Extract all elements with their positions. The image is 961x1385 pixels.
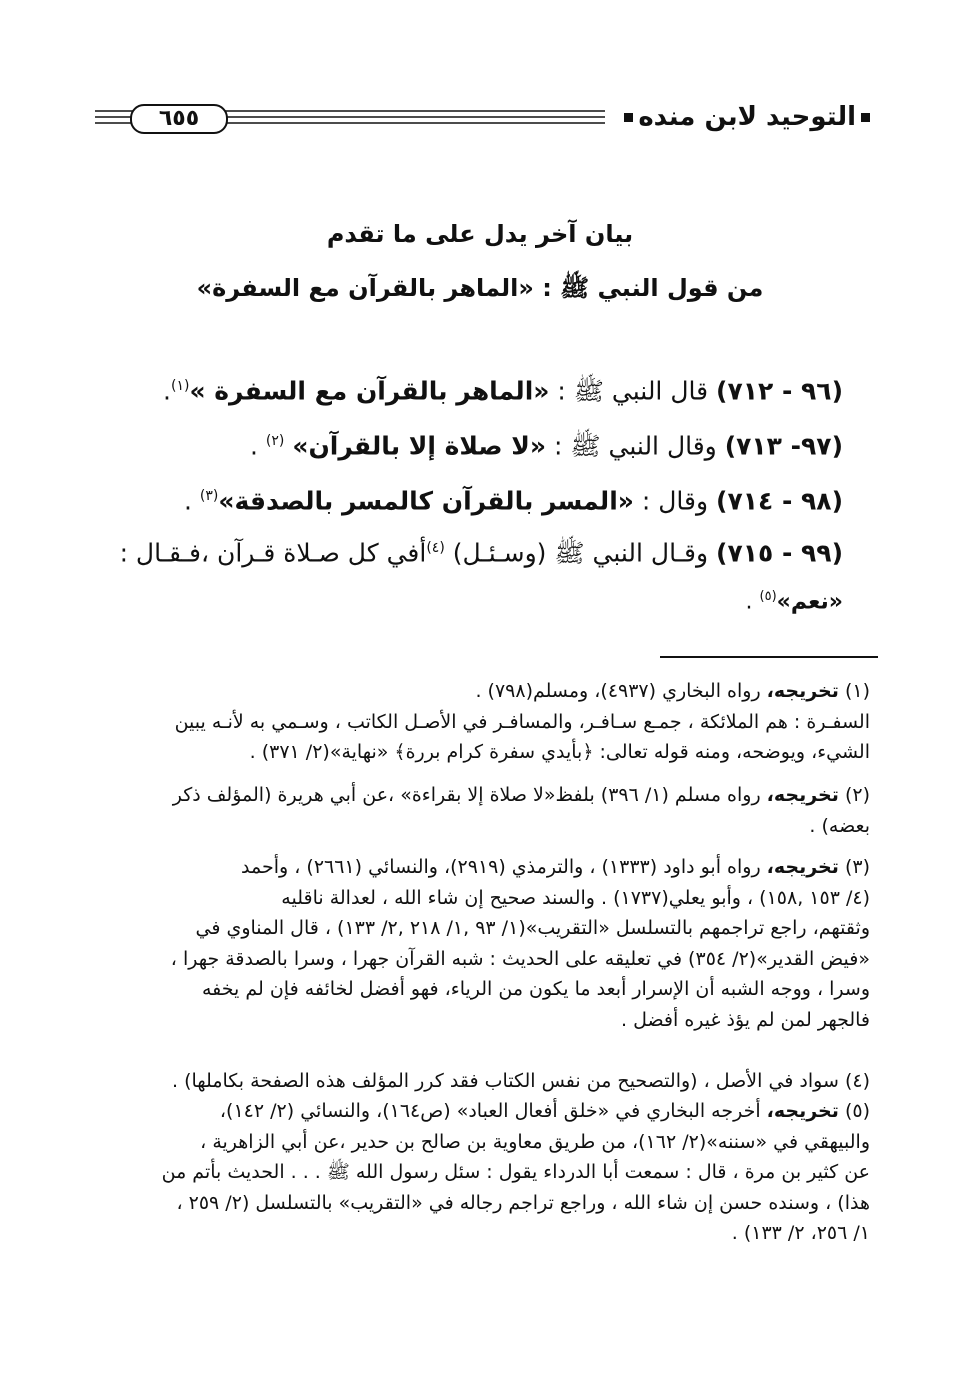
footnote-tag: تخريجه، xyxy=(766,680,839,702)
footnote-ref: (٣) xyxy=(199,488,219,504)
entry-lead: وقـال النبي ﷺ (وسـئـل) xyxy=(452,538,709,568)
hadith-entry xyxy=(103,478,843,519)
footnote-text: سواد في الأصل ، (والتصحيح من نفس الكتاب فقد كرر المؤلف هذه الصفحة بكاملها) . xyxy=(172,1070,839,1092)
hadith-entry xyxy=(103,530,843,571)
footnote-ref: (٢) xyxy=(265,433,285,449)
entry-lead: قال النبي ﷺ : xyxy=(557,376,709,406)
footnote-line xyxy=(100,852,870,883)
entry-quote: «المسر بالقرآن كالمسر بالصدقة» xyxy=(218,486,634,516)
footnote-line xyxy=(100,676,870,707)
footnote-line: السفـرة : هم الملائكة ، جمـع سـافـر، والمسافـر في الأصـل الكاتب ، وسـمي به لأنـه يبين xyxy=(174,710,870,733)
section-title-line-2: من قول النبي ﷺ : «الماهر بالقرآن مع السفرة» xyxy=(196,274,764,302)
hadith-entry xyxy=(103,368,843,409)
footnote-separator xyxy=(660,656,878,658)
footnote-line: «فيض القدير»(٢/ ٣٥٤) في تعليقه على الحديث : شبه القرآن جهرا ، وسرا بالصدقة جهرا ، xyxy=(170,947,870,970)
page-number: ٦٥٥ xyxy=(130,104,228,134)
footnote-line xyxy=(100,1066,870,1097)
entry-number: (٩٧- ٧١٣) xyxy=(724,431,843,461)
entry-number: (٩٨ - ٧١٤) xyxy=(716,486,843,516)
footnote-line: فالجهر لمن لم يؤذ غيره أفضل . xyxy=(620,1008,870,1031)
footnote-id: (١) xyxy=(844,680,870,702)
footnote-ref: (٤) xyxy=(426,540,445,556)
entry-lead: وقال : xyxy=(641,486,709,516)
footnote-line: الشيء، ويوضحه، ومنه قوله تعالى: ﴿بأيدي سفرة كرام بررة﴾ «نهاية»(٢/ ٣٧١) . xyxy=(249,741,870,763)
entry-lead: وقال النبي ﷺ : xyxy=(554,431,717,461)
footnote-text: رواه مسلم (١/ ٣٩٦) بلفظ«لا صلاة إلا بقراءة» ،عن أبي هريرة (المؤلف ذكر xyxy=(172,784,761,806)
footnote-tag: تخريجه، xyxy=(766,784,839,806)
footnote-line: ١/ ٢٥٦، ٢/ ١٣٣) . xyxy=(731,1222,870,1244)
entry-tail: . xyxy=(163,376,171,406)
footnote-line xyxy=(100,780,870,811)
hadith-entry-continuation xyxy=(443,580,843,619)
entry-quote: «نعم» xyxy=(776,589,843,615)
square-ornament-icon xyxy=(861,113,870,122)
entry-tail: . xyxy=(249,431,258,461)
footnote-line: والبيهقي في «سننه»(٢/ ١٦٢)، من طريق معاوية بن صالح بن حدير ،عن أبي الزاهرية ، xyxy=(200,1130,870,1153)
entry-number: (٩٩ - ٧١٥) xyxy=(716,538,843,568)
footnote-1 xyxy=(100,676,870,768)
footnote-4 xyxy=(100,1066,870,1097)
footnote-ref: (٥) xyxy=(759,589,777,604)
book-title-text: التوحيد لابن منده xyxy=(638,102,856,132)
footnote-2 xyxy=(100,780,870,841)
footnote-line: وسرا ، ووجه الشبه أن الإسرار أبعد ما يكون من الرياء، فهو أفضل لخائفه فإن لم يخفه xyxy=(201,978,870,1000)
footnote-id: (٥) xyxy=(844,1100,870,1122)
running-header xyxy=(95,98,875,138)
footnote-5 xyxy=(100,1096,870,1249)
square-ornament-icon xyxy=(624,113,633,122)
footnote-line: بعضه) . xyxy=(809,814,870,837)
entry-text: أفي كل صـلاة قـرآن ،فـقـال : xyxy=(119,538,427,568)
footnote-line: وثقتهم، راجع تراجمهم بالتسلسل «التقريب»(١/ ٩٣ ,١/ ٢١٨ ,٢/ ١٣٣) ، قال المناوي في xyxy=(195,917,870,939)
book-title xyxy=(605,100,875,134)
footnote-text: أخرجه البخاري في «خلق أفعال العباد» (ص١٦٤)، والنسائي (٢/ ١٤٢)، xyxy=(219,1100,761,1122)
footnote-tag: تخريجه، xyxy=(766,1100,839,1122)
entry-tail: . xyxy=(745,589,753,615)
entry-number: (٩٦ - ٧١٢) xyxy=(716,376,843,406)
footnote-line: هذا) ، وسنده حسن إن شاء الله ، وراجع تراجم رجاله في «التقريب» بالتسلسل (٢/ ٢٥٩ ، xyxy=(176,1191,870,1214)
entry-quote: «لا صلاة إلا بالقرآن» xyxy=(292,431,547,461)
entry-tail: . xyxy=(183,486,192,516)
footnote-id: (٣) xyxy=(844,856,870,878)
entry-quote: «الماهر بالقرآن مع السفرة » xyxy=(189,376,550,406)
footnote-line: عن كثير بن مرة ، قال : سمعت أبا الدرداء يقول : سئل رسول الله ﷺ . . . الحديث بأتم من xyxy=(161,1161,870,1183)
footnote-id: (٤) xyxy=(844,1070,870,1092)
footnote-text: رواه أبو داود (١٣٣٣) ، والترمذي (٢٩١٩)، والنسائي (٢٦٦١) ، وأحمد xyxy=(241,856,761,878)
footnote-id: (٢) xyxy=(844,784,870,806)
hadith-entry xyxy=(103,423,843,464)
footnote-3 xyxy=(100,852,870,1035)
footnote-line: (٤/ ١٥٣ ,١٥٨) ، وأبو يعلي(١٧٣٧) . والسند صحيح إن شاء الله ، لعدالة ناقليه xyxy=(281,886,870,909)
footnote-tag: تخريجه، xyxy=(766,856,839,878)
footnote-line xyxy=(100,1096,870,1127)
section-title-line-1: بيان آخر يدل على ما تقدم xyxy=(326,220,634,248)
footnote-text: رواه البخاري (٤٩٣٧)، ومسلم(٧٩٨) . xyxy=(475,680,761,702)
footnote-ref: (١) xyxy=(170,378,190,394)
